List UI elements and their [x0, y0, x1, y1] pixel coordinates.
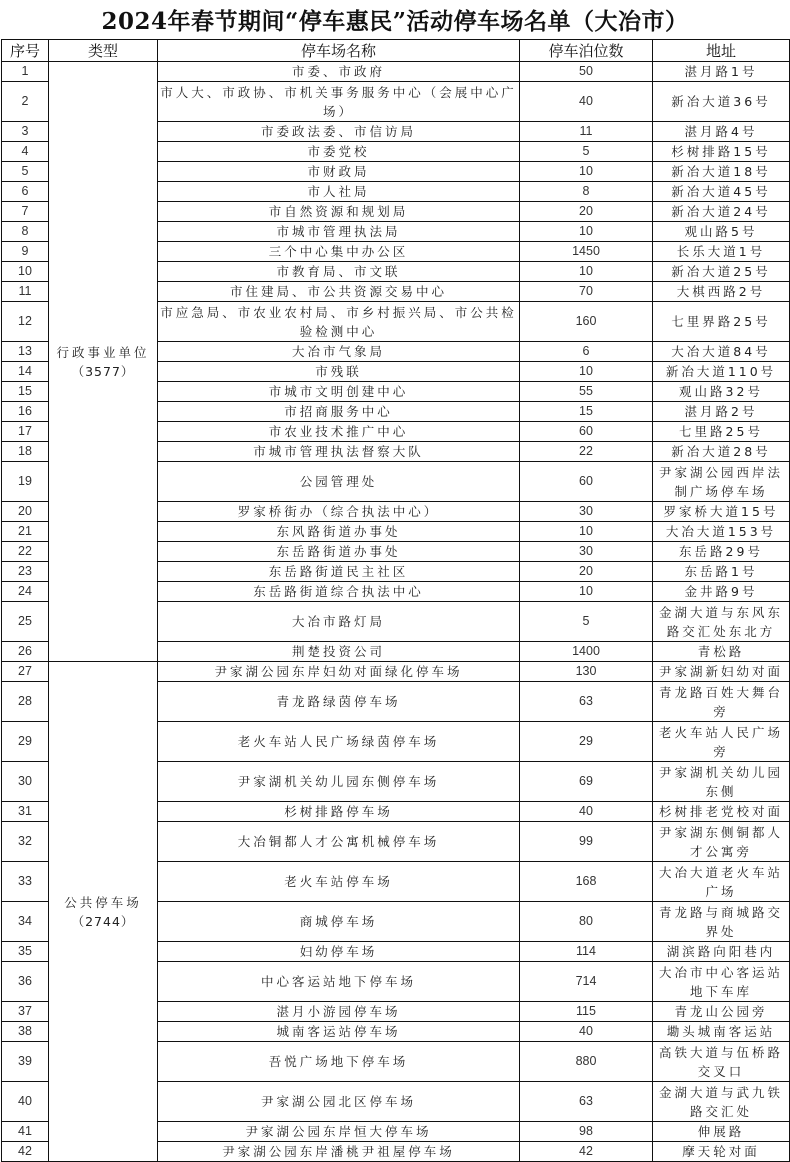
header-name: 停车场名称: [158, 40, 520, 62]
row-lot-name: 市应急局、市农业农村局、市乡村振兴局、市公共检验检测中心: [158, 302, 520, 342]
row-seq: 42: [2, 1142, 49, 1162]
row-address: 尹家湖机关幼儿园东侧: [653, 762, 790, 802]
row-lot-name: 罗家桥街办（综合执法中心）: [158, 502, 520, 522]
row-seq: 25: [2, 602, 49, 642]
row-address: 新冶大道110号: [653, 362, 790, 382]
header-address: 地址: [653, 40, 790, 62]
row-seq: 2: [2, 82, 49, 122]
row-seq: 24: [2, 582, 49, 602]
page-title: 2024年春节期间“停车惠民”活动停车场名单（大冶市）: [101, 8, 689, 35]
row-address: 湖滨路向阳巷内: [653, 942, 790, 962]
row-spaces: 6: [520, 342, 653, 362]
table-header-row: [2, 40, 790, 62]
row-address: 老火车站人民广场旁: [653, 722, 790, 762]
row-lot-name: 市残联: [158, 362, 520, 382]
row-spaces: 22: [520, 442, 653, 462]
row-lot-name: 尹家湖公园东岸妇幼对面绿化停车场: [158, 662, 520, 682]
row-lot-name: 市住建局、市公共资源交易中心: [158, 282, 520, 302]
row-spaces: 30: [520, 542, 653, 562]
row-seq: 10: [2, 262, 49, 282]
row-address: 青松路: [653, 642, 790, 662]
row-seq: 11: [2, 282, 49, 302]
row-lot-name: 市委党校: [158, 142, 520, 162]
row-address: 长乐大道1号: [653, 242, 790, 262]
row-address: 七里路25号: [653, 422, 790, 442]
header-spaces: 停车泊位数: [520, 40, 653, 62]
row-address: 湛月路4号: [653, 122, 790, 142]
row-seq: 37: [2, 1002, 49, 1022]
row-spaces: 11: [520, 122, 653, 142]
row-spaces: 40: [520, 802, 653, 822]
group-count-label: （3577）: [71, 363, 135, 379]
row-lot-name: 尹家湖机关幼儿园东侧停车场: [158, 762, 520, 802]
group-count-label: （2744）: [71, 913, 135, 929]
row-address: 新冶大道28号: [653, 442, 790, 462]
row-spaces: 168: [520, 862, 653, 902]
row-spaces: 714: [520, 962, 653, 1002]
row-lot-name: 城南客运站停车场: [158, 1022, 520, 1042]
row-seq: 23: [2, 562, 49, 582]
row-address: 尹家湖新妇幼对面: [653, 662, 790, 682]
row-lot-name: 湛月小游园停车场: [158, 1002, 520, 1022]
row-address: 伸展路: [653, 1122, 790, 1142]
row-address: 新冶大道24号: [653, 202, 790, 222]
row-spaces: 10: [520, 522, 653, 542]
row-spaces: 880: [520, 1042, 653, 1082]
row-lot-name: 大冶市气象局: [158, 342, 520, 362]
row-address: 新冶大道36号: [653, 82, 790, 122]
row-address: 青龙路与商城路交界处: [653, 902, 790, 942]
row-address: 青龙山公园旁: [653, 1002, 790, 1022]
row-seq: 18: [2, 442, 49, 462]
row-lot-name: 市委、市政府: [158, 62, 520, 82]
row-spaces: 130: [520, 662, 653, 682]
row-spaces: 10: [520, 262, 653, 282]
row-lot-name: 东风路街道办事处: [158, 522, 520, 542]
row-spaces: 63: [520, 1082, 653, 1122]
row-spaces: 99: [520, 822, 653, 862]
row-address: 金湖大道与武九铁路交汇处: [653, 1082, 790, 1122]
row-address: 金湖大道与东风东路交汇处东北方: [653, 602, 790, 642]
row-seq: 6: [2, 182, 49, 202]
parking-lot-table: [1, 39, 790, 1162]
row-lot-name: 老火车站人民广场绿茵停车场: [158, 722, 520, 762]
row-address: 尹家湖公园西岸法制广场停车场: [653, 462, 790, 502]
row-spaces: 15: [520, 402, 653, 422]
row-seq: 13: [2, 342, 49, 362]
row-seq: 17: [2, 422, 49, 442]
row-spaces: 80: [520, 902, 653, 942]
row-lot-name: 市城市管理执法督察大队: [158, 442, 520, 462]
row-spaces: 114: [520, 942, 653, 962]
row-seq: 14: [2, 362, 49, 382]
row-seq: 19: [2, 462, 49, 502]
row-lot-name: 市城市文明创建中心: [158, 382, 520, 402]
row-type-group: [49, 662, 158, 1162]
row-spaces: 69: [520, 762, 653, 802]
row-lot-name: 中心客运站地下停车场: [158, 962, 520, 1002]
row-type-group: [49, 62, 158, 662]
row-seq: 1: [2, 62, 49, 82]
row-seq: 22: [2, 542, 49, 562]
row-seq: 4: [2, 142, 49, 162]
row-lot-name: 吾悦广场地下停车场: [158, 1042, 520, 1082]
row-spaces: 55: [520, 382, 653, 402]
row-lot-name: 市财政局: [158, 162, 520, 182]
row-address: 青龙路百姓大舞台旁: [653, 682, 790, 722]
row-seq: 21: [2, 522, 49, 542]
row-address: 大冶大道84号: [653, 342, 790, 362]
row-spaces: 5: [520, 142, 653, 162]
row-address: 新冶大道18号: [653, 162, 790, 182]
row-lot-name: 商城停车场: [158, 902, 520, 942]
row-seq: 33: [2, 862, 49, 902]
row-spaces: 42: [520, 1142, 653, 1162]
row-spaces: 40: [520, 82, 653, 122]
row-lot-name: 市农业技术推广中心: [158, 422, 520, 442]
row-spaces: 60: [520, 422, 653, 442]
row-address: 摩天轮对面: [653, 1142, 790, 1162]
row-seq: 9: [2, 242, 49, 262]
row-seq: 29: [2, 722, 49, 762]
table-body: [2, 62, 790, 1162]
row-seq: 36: [2, 962, 49, 1002]
row-spaces: 1400: [520, 642, 653, 662]
row-address: 大冶市中心客运站地下车库: [653, 962, 790, 1002]
row-spaces: 29: [520, 722, 653, 762]
group-type-label: 行政事业单位: [56, 344, 150, 360]
row-seq: 20: [2, 502, 49, 522]
row-address: 尹家湖东侧铜都人才公寓旁: [653, 822, 790, 862]
row-lot-name: 东岳路街道民主社区: [158, 562, 520, 582]
row-lot-name: 妇幼停车场: [158, 942, 520, 962]
row-spaces: 60: [520, 462, 653, 502]
row-spaces: 8: [520, 182, 653, 202]
row-address: 东岳路1号: [653, 562, 790, 582]
row-seq: 30: [2, 762, 49, 802]
row-lot-name: 老火车站停车场: [158, 862, 520, 902]
row-spaces: 10: [520, 362, 653, 382]
row-seq: 35: [2, 942, 49, 962]
row-address: 杉树排老党校对面: [653, 802, 790, 822]
row-address: 高铁大道与伍桥路交叉口: [653, 1042, 790, 1082]
row-address: 东岳路29号: [653, 542, 790, 562]
row-address: 湛月路1号: [653, 62, 790, 82]
row-seq: 32: [2, 822, 49, 862]
row-seq: 7: [2, 202, 49, 222]
row-spaces: 10: [520, 222, 653, 242]
row-address: 大冶大道老火车站广场: [653, 862, 790, 902]
row-address: 墈头城南客运站: [653, 1022, 790, 1042]
row-seq: 31: [2, 802, 49, 822]
row-lot-name: 尹家湖公园北区停车场: [158, 1082, 520, 1122]
row-seq: 27: [2, 662, 49, 682]
row-lot-name: 东岳路街道办事处: [158, 542, 520, 562]
row-address: 七里界路25号: [653, 302, 790, 342]
row-seq: 5: [2, 162, 49, 182]
row-lot-name: 公园管理处: [158, 462, 520, 502]
row-address: 观山路32号: [653, 382, 790, 402]
row-lot-name: 大冶市路灯局: [158, 602, 520, 642]
row-address: 罗家桥大道15号: [653, 502, 790, 522]
row-address: 新冶大道25号: [653, 262, 790, 282]
row-lot-name: 杉树排路停车场: [158, 802, 520, 822]
row-address: 金井路9号: [653, 582, 790, 602]
row-seq: 39: [2, 1042, 49, 1082]
group-type-label: 公共停车场: [64, 894, 142, 910]
row-address: 大冶大道153号: [653, 522, 790, 542]
row-lot-name: 市招商服务中心: [158, 402, 520, 422]
row-lot-name: 尹家湖公园东岸恒大停车场: [158, 1122, 520, 1142]
row-seq: 34: [2, 902, 49, 942]
row-lot-name: 东岳路街道综合执法中心: [158, 582, 520, 602]
row-seq: 40: [2, 1082, 49, 1122]
row-spaces: 30: [520, 502, 653, 522]
row-spaces: 63: [520, 682, 653, 722]
row-seq: 41: [2, 1122, 49, 1142]
row-address: 杉树排路15号: [653, 142, 790, 162]
row-spaces: 50: [520, 62, 653, 82]
row-lot-name: 三个中心集中办公区: [158, 242, 520, 262]
row-seq: 38: [2, 1022, 49, 1042]
row-spaces: 98: [520, 1122, 653, 1142]
row-seq: 8: [2, 222, 49, 242]
row-lot-name: 青龙路绿茵停车场: [158, 682, 520, 722]
row-address: 观山路5号: [653, 222, 790, 242]
row-spaces: 160: [520, 302, 653, 342]
row-address: 新冶大道45号: [653, 182, 790, 202]
row-spaces: 5: [520, 602, 653, 642]
header-type: 类型: [49, 40, 158, 62]
row-spaces: 10: [520, 162, 653, 182]
row-lot-name: 市城市管理执法局: [158, 222, 520, 242]
row-lot-name: 市人大、市政协、市机关事务服务中心（会展中心广场）: [158, 82, 520, 122]
row-seq: 12: [2, 302, 49, 342]
row-lot-name: 大冶铜都人才公寓机械停车场: [158, 822, 520, 862]
row-address: 大棋西路2号: [653, 282, 790, 302]
table-row: [2, 62, 790, 82]
row-lot-name: 市人社局: [158, 182, 520, 202]
row-spaces: 10: [520, 582, 653, 602]
row-seq: 28: [2, 682, 49, 722]
row-seq: 16: [2, 402, 49, 422]
row-spaces: 70: [520, 282, 653, 302]
table-row: [2, 662, 790, 682]
row-spaces: 115: [520, 1002, 653, 1022]
row-seq: 15: [2, 382, 49, 402]
row-lot-name: 市教育局、市文联: [158, 262, 520, 282]
row-spaces: 1450: [520, 242, 653, 262]
row-address: 湛月路2号: [653, 402, 790, 422]
row-seq: 26: [2, 642, 49, 662]
row-lot-name: 市委政法委、市信访局: [158, 122, 520, 142]
row-lot-name: 荆楚投资公司: [158, 642, 520, 662]
row-seq: 3: [2, 122, 49, 142]
row-spaces: 20: [520, 562, 653, 582]
row-lot-name: 尹家湖公园东岸潘桃尹祖屋停车场: [158, 1142, 520, 1162]
header-seq: 序号: [2, 40, 49, 62]
row-lot-name: 市自然资源和规划局: [158, 202, 520, 222]
row-spaces: 20: [520, 202, 653, 222]
row-spaces: 40: [520, 1022, 653, 1042]
